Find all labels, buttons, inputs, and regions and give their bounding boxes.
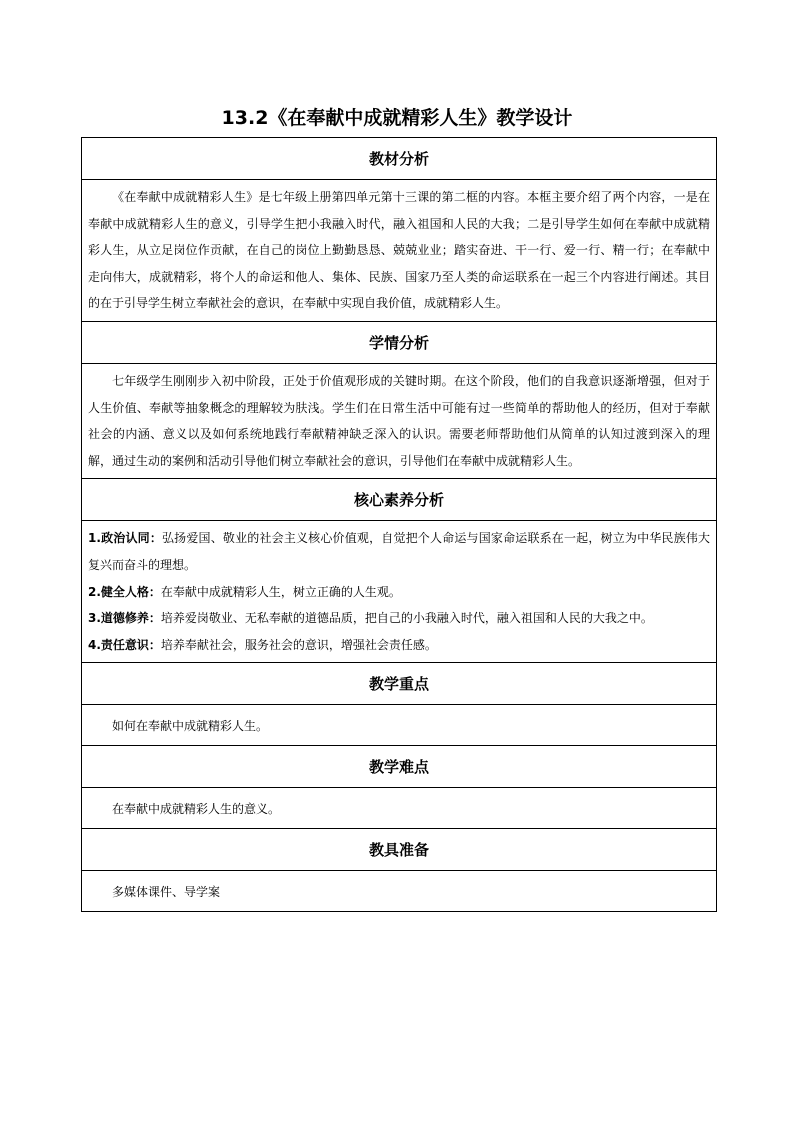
literacy-item (88, 605, 710, 632)
section-header-row (82, 479, 717, 521)
difficulty-text: 在奉献中成就精彩人生的意义。 (112, 801, 281, 816)
core-literacy-content (82, 521, 717, 663)
literacy-item-text: 弘扬爱国、敬业的社会主义核心价值观，自觉把个人命运与国家命运联系在一起，树立为中华民族伟大复兴而奋斗的理想。 (88, 531, 710, 572)
textbook-analysis-heading: 教材分析 (82, 138, 717, 180)
section-content-row (82, 363, 717, 478)
key-point-text: 如何在奉献中成就精彩人生。 (112, 718, 269, 733)
literacy-item-label: 2.健全人格： (88, 584, 161, 599)
literacy-item-text: 培养奉献社会，服务社会的意识，增强社会责任感。 (160, 637, 437, 652)
student-analysis-heading: 学情分析 (82, 321, 717, 363)
literacy-item (88, 632, 710, 659)
materials-text: 多媒体课件、导学案 (112, 884, 221, 899)
document-title: 13.2《在奉献中成就精彩人生》教学设计 (221, 107, 573, 129)
section-header-row (82, 138, 717, 180)
difficulty-heading: 教学难点 (82, 746, 717, 788)
core-literacy-heading: 核心素养分析 (82, 479, 717, 521)
literacy-item-label: 3.道德修养： (88, 611, 161, 626)
section-header-row (82, 829, 717, 871)
literacy-item-label: 1.政治认同： (88, 531, 162, 546)
lesson-design-table (81, 137, 717, 912)
section-header-row (82, 663, 717, 705)
section-content-row (82, 521, 717, 663)
materials-content (82, 871, 717, 912)
section-content-row (82, 705, 717, 746)
section-header-row (82, 746, 717, 788)
literacy-item-text: 在奉献中成就精彩人生，树立正确的人生观。 (160, 584, 401, 599)
section-content-row (82, 788, 717, 829)
section-content-row (82, 871, 717, 912)
key-point-content (82, 705, 717, 746)
literacy-item-label: 4.责任意识： (88, 637, 161, 652)
student-analysis-text: 七年级学生刚刚步入初中阶段，正处于价值观形成的关键时期。在这个阶段，他们的自我意识逐渐增强，但对于人生价值、奉献等抽象概念的理解较为肤浅。学生们在日常生活中可能有过一些简单的帮助他人的经历，但对于奉献社会的内涵、意义以及如何系统地践行奉献精神缺乏深入的认识。需要老师帮助他们从简单的认知过渡到深入的理解，通过生动的案例和活动引导他们树立奉献社会的意识，引导他们在奉献中成就精彩人生。 (88, 373, 710, 468)
difficulty-content (82, 788, 717, 829)
student-analysis-content (82, 363, 717, 478)
textbook-analysis-content (82, 180, 717, 322)
section-header-row (82, 321, 717, 363)
textbook-analysis-text: 《在奉献中成就精彩人生》是七年级上册第四单元第十三课的第二框的内容。本框主要介绍了两个内容，一是在奉献中成就精彩人生的意义，引导学生把小我融入时代，融入祖国和人民的大我；二是引导学生如何在奉献中成就精彩人生，从立足岗位作贡献，在自己的岗位上勤勤恳恳、兢兢业业；踏实奋进、干一行、爱一行、精一行；在奉献中走向伟大，成就精彩，将个人的命运和他人、集体、民族、国家乃至人类的命运联系在一起三个内容进行阐述。其目的在于引导学生树立奉献社会的意识，在奉献中实现自我价值，成就精彩人生。 (88, 190, 710, 311)
key-point-heading: 教学重点 (82, 663, 717, 705)
section-content-row (82, 180, 717, 322)
literacy-item-text: 培养爱岗敬业、无私奉献的道德品质，把自己的小我融入时代，融入祖国和人民的大我之中。 (160, 611, 653, 626)
literacy-item (88, 525, 710, 578)
materials-heading: 教具准备 (82, 829, 717, 871)
literacy-item (88, 579, 710, 606)
